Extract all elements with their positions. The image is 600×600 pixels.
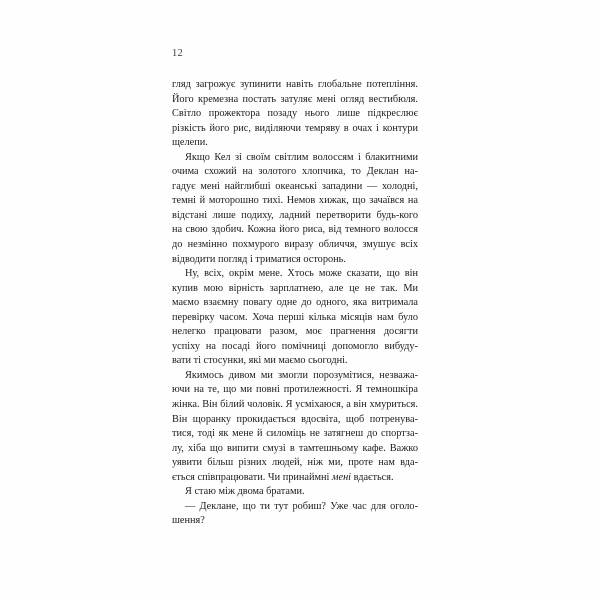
text-line: темні й моторошно тихі. Немов хижак, що зачаївся на: [172, 195, 418, 207]
text-line: гляд загрожує зупинити навіть глобальне потепління.: [172, 79, 418, 90]
text-line: уявити більш різних людей, ніж ми, проте нам вда-: [172, 457, 418, 469]
text-line: різкість його рис, виділяючи темряву в очах і контури: [172, 122, 418, 134]
text-line: перевірку часом. Хоча перші кілька місяців нам було: [172, 311, 418, 323]
text-line-with-emphasis: ється співпрацювати. Чи принаймні мені вдається.: [172, 471, 394, 483]
emphasised-word: мені: [331, 471, 352, 483]
text-line: відстані лише подиху, ладний перетворити будь-кого: [172, 209, 418, 221]
text-line: до незмінно похмурого виразу обличчя, змушує всіх: [172, 239, 418, 251]
text-line: ючи на те, що ми повні протилежності. Я темношкіра: [172, 384, 418, 396]
text-line: тися, тоді як мене й силоміць не затягнеш до спортза-: [172, 428, 418, 440]
text-line: жінка. Він білий чоловік. Я усміхаюся, а він хмуриться.: [172, 399, 418, 411]
text-line: купив мою вірність зарплатнею, але це не так. Ми: [172, 282, 418, 294]
text-line: маємо взаємну повагу одне до одного, яка витримала: [172, 297, 418, 309]
text-line: нелегко працювати разом, моє прагнення досягти: [172, 326, 418, 338]
text-line: Його кремезна постать затуляє мені огляд вестибюля.: [172, 93, 418, 105]
text-line: Якщо Кел зі своїм світлим волоссям і блакитними: [185, 151, 418, 163]
text-line: вати ті стосунки, які ми маємо сьогодні.: [172, 355, 348, 367]
text-line: щелепи.: [172, 137, 208, 149]
text-line: успіху на посаді його помічниці допомогло вибуду-: [172, 340, 418, 352]
text-line: очима схожий на золотого хлопчика, то Деклан на-: [172, 166, 418, 178]
paragraph: [172, 369, 418, 485]
text-line: лу, хіба що випити смузі в тамтешньому кафе. Важко: [172, 442, 418, 454]
text-line: — Деклане, що ти тут робиш? Уже час для оголо-: [185, 500, 418, 512]
text-line: на свою здобич. Кожна його риса, від темного волосся: [172, 224, 418, 236]
text-line: Якимось дивом ми змогли порозумітися, незважа-: [185, 369, 418, 381]
text-line: Ну, всіх, окрім мене. Хтось може сказати, що він: [185, 268, 418, 280]
text-line: Він щоранку прокидається вдосвіта, щоб потренува-: [172, 413, 418, 425]
text-line: гадує мені найглибші океанські западини — холодні,: [172, 180, 418, 192]
text-line: відводити погляд і триматися осторонь.: [172, 253, 346, 265]
page-number: 12: [172, 48, 183, 59]
paragraph: [172, 78, 418, 151]
text-line: Світло прожектора позаду нього лише підкреслює: [172, 108, 418, 120]
paragraph: [172, 151, 418, 267]
text-line: Я стаю між двома братами.: [185, 486, 305, 498]
paragraph: [172, 485, 418, 500]
text-line: шення?: [172, 515, 205, 527]
paragraph: [172, 267, 418, 369]
page-text-block: [172, 78, 418, 529]
paragraph-dialogue: [172, 500, 418, 529]
